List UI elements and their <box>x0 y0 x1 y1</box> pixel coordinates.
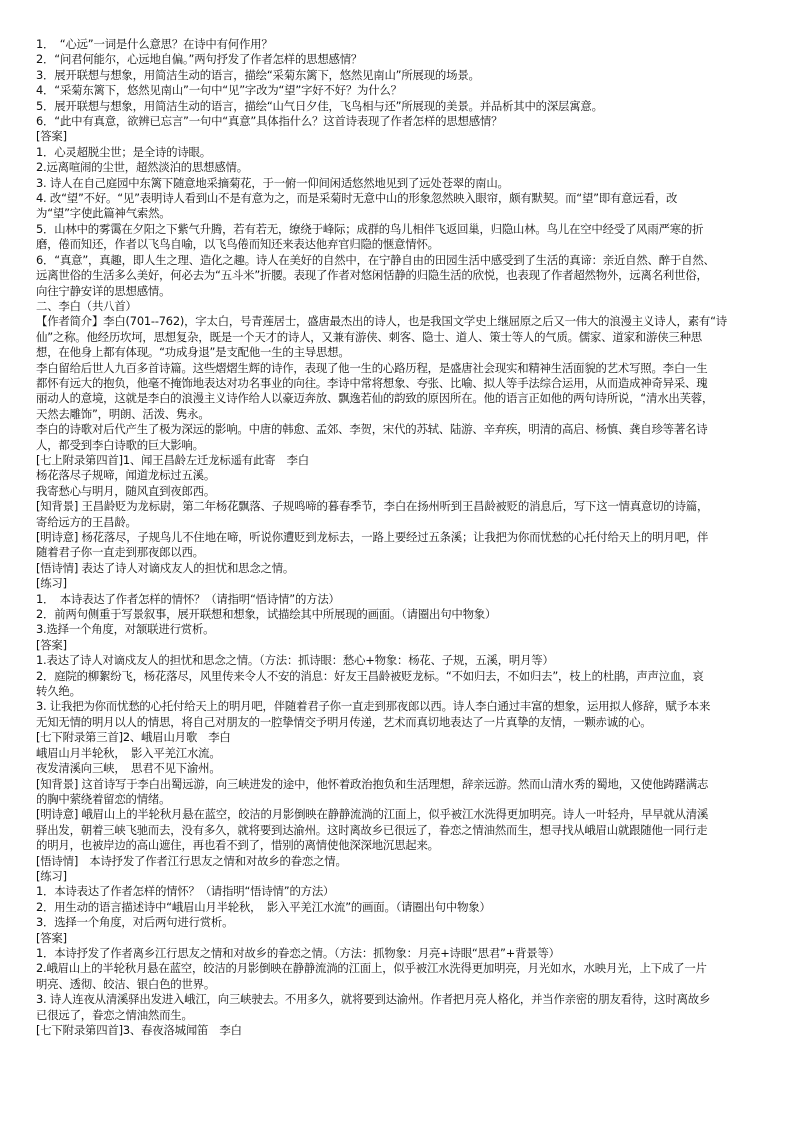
text-line: 6．“此中有真意，欲辨已忘言”一句中“真意”具体指什么？这首诗表现了作者怎样的思想感情？ <box>36 114 503 129</box>
text-line: 4. 改“望”不好。“见”表明诗人看到山不是有意为之，而是采菊时无意中山的形象忽然映入眼帘，颇有默契。而“望”即有意远看，改 <box>36 191 678 206</box>
text-line: [明诗意] 杨花落尽，子规鸟儿不住地在啼，听说你遭贬到龙标去，一路上要经过五条溪；让我把为你而忧愁的心托付给天上的明月吧，伴 <box>36 530 709 544</box>
text-line: 转久绝。 <box>36 684 81 699</box>
text-line: 3.选择一个角度，对颔联进行赏析。 <box>36 622 215 637</box>
text-line: [七下附录第四首]3、春夜洛城闻笛 李白 <box>36 1023 242 1037</box>
text-line: 远离世俗的生活多么美好，何必去为“五斗米”折腰。表现了作者对悠闲恬静的归隐生活的欣悦，也表现了作者超然物外，远离名利世俗， <box>36 268 708 283</box>
text-line: 1．心灵超脱尘世；是全诗的诗眼。 <box>36 144 211 159</box>
text-line: 3．展开联想与想象，用简洁生动的语言，描绘“采菊东篱下，悠然见南山”所展现的场景。 <box>36 67 480 82</box>
text-line: 已很远了，眷恋之情油然而生。 <box>36 1007 193 1022</box>
text-line: 仙”之称。他经历坎坷，思想复杂，既是一个天才的诗人，又兼有游侠、刺客、隐士、道人、策士等人的气质。儒家、道家和游侠三种思 <box>36 329 702 344</box>
text-line: 驿出发，朝着三峡飞驰而去，没有多久，就将要到达渝州。这时离故乡已很远了，眷恋之情油然而生，想寻找从峨眉山就跟随他一同行走 <box>36 822 708 837</box>
text-line: 1．本诗抒发了作者离乡江行思友之情和对故乡的眷恋之情。（方法：抓物象：月亮+诗眼“思君”+背景等） <box>36 945 560 960</box>
text-line: 明亮、透彻、皎洁、银白色的世界。 <box>36 976 216 991</box>
text-line: [七下附录第三首]2、峨眉山月歌 李白 <box>36 730 231 745</box>
text-line: 2.峨眉山上的半轮秋月悬在蓝空，皎洁的月影倒映在静静流淌的江面上，似乎被江水洗得更加明亮，月光如水，水映月光，上下成了一片 <box>36 961 707 976</box>
text-line: 的明月，也被岸边的高山遮住，再也看不到了，惜别的离情使他深深地沉思起来。 <box>36 838 439 853</box>
text-line: 峨眉山月半轮秋， 影入平羌江水流。 <box>36 745 221 760</box>
text-line: [悟诗情] 表达了诗人对谪戍友人的担忧和思念之情。 <box>36 560 295 575</box>
text-line: [悟诗情] 本诗抒发了作者江行思友之情和对故乡的眷恋之情。 <box>36 853 347 868</box>
text-line: 3. 诗人在自己庭园中东篱下随意地采摘菊花，于一俯一仰间闲适悠然地见到了远处苍翠的南山。 <box>36 175 509 190</box>
text-line: 夜发清溪向三峡， 思君不见下渝州。 <box>36 761 221 776</box>
text-line: [知背景] 这首诗写于李白出蜀远游，向三峡进发的途中，他怀着政治抱负和生活理想，辞亲远游。然而山清水秀的蜀地，又使他踌躇满志 <box>36 776 709 791</box>
text-line: 【作者简介】李白(701--762)，字太白，号青莲居士，盛唐最杰出的诗人，也是我国文学史上继屈原之后又一伟大的浪漫主义诗人，素有“诗 <box>36 314 727 329</box>
text-line: 为“望”字使此篇神气索然。 <box>36 206 171 221</box>
text-line: 1.表达了诗人对谪戍友人的担忧和思念之情。（方法：抓诗眼：愁心+物象：杨花、子规，五溪，明月等） <box>36 653 554 668</box>
text-line: 二、李白（共八首） <box>36 298 137 313</box>
text-line: 我寄愁心与明月，随风直到夜郎西。 <box>36 483 216 498</box>
text-line: 1．本诗表达了作者怎样的情怀？（请指明“悟诗情”的方法） <box>36 884 335 899</box>
text-line: 向往宁静安详的思想感情。 <box>36 283 171 298</box>
text-line: 寄给远方的王昌龄。 <box>36 514 137 529</box>
text-line: [明诗意] 峨眉山上的半轮秋月悬在蓝空，皎洁的月影倒映在静静流淌的江面上，似乎被江水洗得更加明亮。诗人一叶轻舟，早早就从清溪 <box>36 807 709 822</box>
text-line: 2．用生动的语言描述诗中“峨眉山月半轮秋， 影入平羌江水流”的画面。（请圈出句中物象） <box>36 899 491 914</box>
text-line: 都怀有远大的抱负，他毫不掩饰地表达对功名事业的向往。李诗中常将想象、夸张、比喻、拟人等手法综合运用，从而造成神奇异采、瑰 <box>36 375 708 390</box>
text-line: [答案] <box>36 930 67 945</box>
text-line: 李白留给后世人九百多首诗篇。这些熠熠生辉的诗作，表现了他一生的心路历程，是盛唐社会现实和精神生活面貌的艺术写照。李白一生 <box>36 360 708 375</box>
text-line: 天然去雕饰”，明朗、活泼、隽永。 <box>36 406 210 421</box>
text-line: [七上附录第四首]1、闻王昌龄左迁龙标遥有此寄 李白 <box>36 452 309 467</box>
text-line: 3．选择一个角度，对后两句进行赏析。 <box>36 915 234 930</box>
text-line: 杨花落尽子规啼，闻道龙标过五溪。 <box>36 468 216 483</box>
text-line: 李白的诗歌对后代产生了极为深远的影响。中唐的韩愈、孟郊、李贺，宋代的苏轼、陆游、辛弃疾，明清的高启、杨慎、龚自珍等著名诗 <box>36 422 708 437</box>
text-line: 3. 让我把为你而忧愁的心托付给天上的明月吧，伴随着君子你一直走到那夜郎以西。诗人李白通过丰富的想象，运用拟人修辞，赋予本来 <box>36 699 711 714</box>
text-line: [答案] <box>36 637 67 652</box>
text-line: 5．山林中的雾霭在夕阳之下紫气升腾，若有若无，缭绕于峰际；成群的鸟儿相伴飞返回巢，归隐山林。鸟儿在空中经受了风雨严寒的折 <box>36 221 704 236</box>
text-line: 的胸中萦绕着留恋的情绪。 <box>36 791 171 806</box>
text-line: 丽动人的意境，这就是李白的浪漫主义诗作给人以豪迈奔放、飘逸若仙的韵致的原因所在。他的语言正如他的两句诗所说，“清水出芙蓉， <box>36 391 714 406</box>
text-line: 随着君子你一直走到那夜郎以西。 <box>36 545 204 560</box>
text-line: 2．前两句侧重于写景叙事，展开联想和想象，试描绘其中所展现的画面。（请圈出句中物象） <box>36 607 497 622</box>
text-line: 3. 诗人连夜从清溪驿出发进入峨江，向三峡驶去。不用多久，就将要到达渝州。作者把月亮人格化，并当作亲密的朋友看待，这时离故乡 <box>36 992 711 1007</box>
text-line: 2．庭院的柳絮纷飞，杨花落尽，风里传来令人不安的消息：好友王昌龄被贬龙标。“不如归去，不如归去”，枝上的杜鹃，声声泣血，哀 <box>36 668 704 683</box>
text-line: [练习] <box>36 576 67 591</box>
text-line: 磨，倦而知还，作者以飞鸟自喻，以飞鸟倦而知还来表达他弃官归隐的惬意情怀。 <box>36 237 439 252</box>
text-line: 1． “心远”一词是什么意思？在诗中有何作用？ <box>36 37 273 51</box>
text-line: 人，都受到李白诗歌的巨大影响。 <box>36 437 204 452</box>
text-line: [练习] <box>36 868 67 883</box>
text-line: 想，在他身上都有体现。“功成身退”是支配他一生的主导思想。 <box>36 345 350 360</box>
text-line: 5．展开联想与想象，用简洁生动的语言，描绘“山气日夕佳，飞鸟相与还”所展现的美景。并品析其中的深层寓意。 <box>36 98 603 113</box>
text-line: 4．“采菊东篱下，悠然见南山”一句中“见”字改为“望”字好不好？为什么？ <box>36 83 402 98</box>
text-line: 6．“真意”，真趣，即人生之理、造化之趣。诗人在美好的自然中，在宁静自由的田园生活中感受到了生活的真谛：亲近自然、醉于自然、 <box>36 252 715 267</box>
text-line: 2.远离喧闹的尘世，超然淡泊的思想感情。 <box>36 160 248 175</box>
text-line: 1． 本诗表达了作者怎样的情怀？（请指明“悟诗情”的方法） <box>36 591 340 606</box>
text-line: 2．“问君何能尔，心远地自偏。”两句抒发了作者怎样的思想感情？ <box>36 52 363 67</box>
text-line: 无知无情的明月以人的情思，将自己对朋友的一腔挚情交予明月传递，艺术而真切地表达了一片真挚的友情，一颗赤诚的心。 <box>36 714 652 729</box>
text-line: [知背景] 王昌龄贬为龙标尉，第二年杨花飘落、子规鸣啼的暮春季节，李白在扬州听到王昌龄被贬的消息后，写下这一情真意切的诗篇， <box>36 499 709 514</box>
text-line: [答案] <box>36 129 67 144</box>
